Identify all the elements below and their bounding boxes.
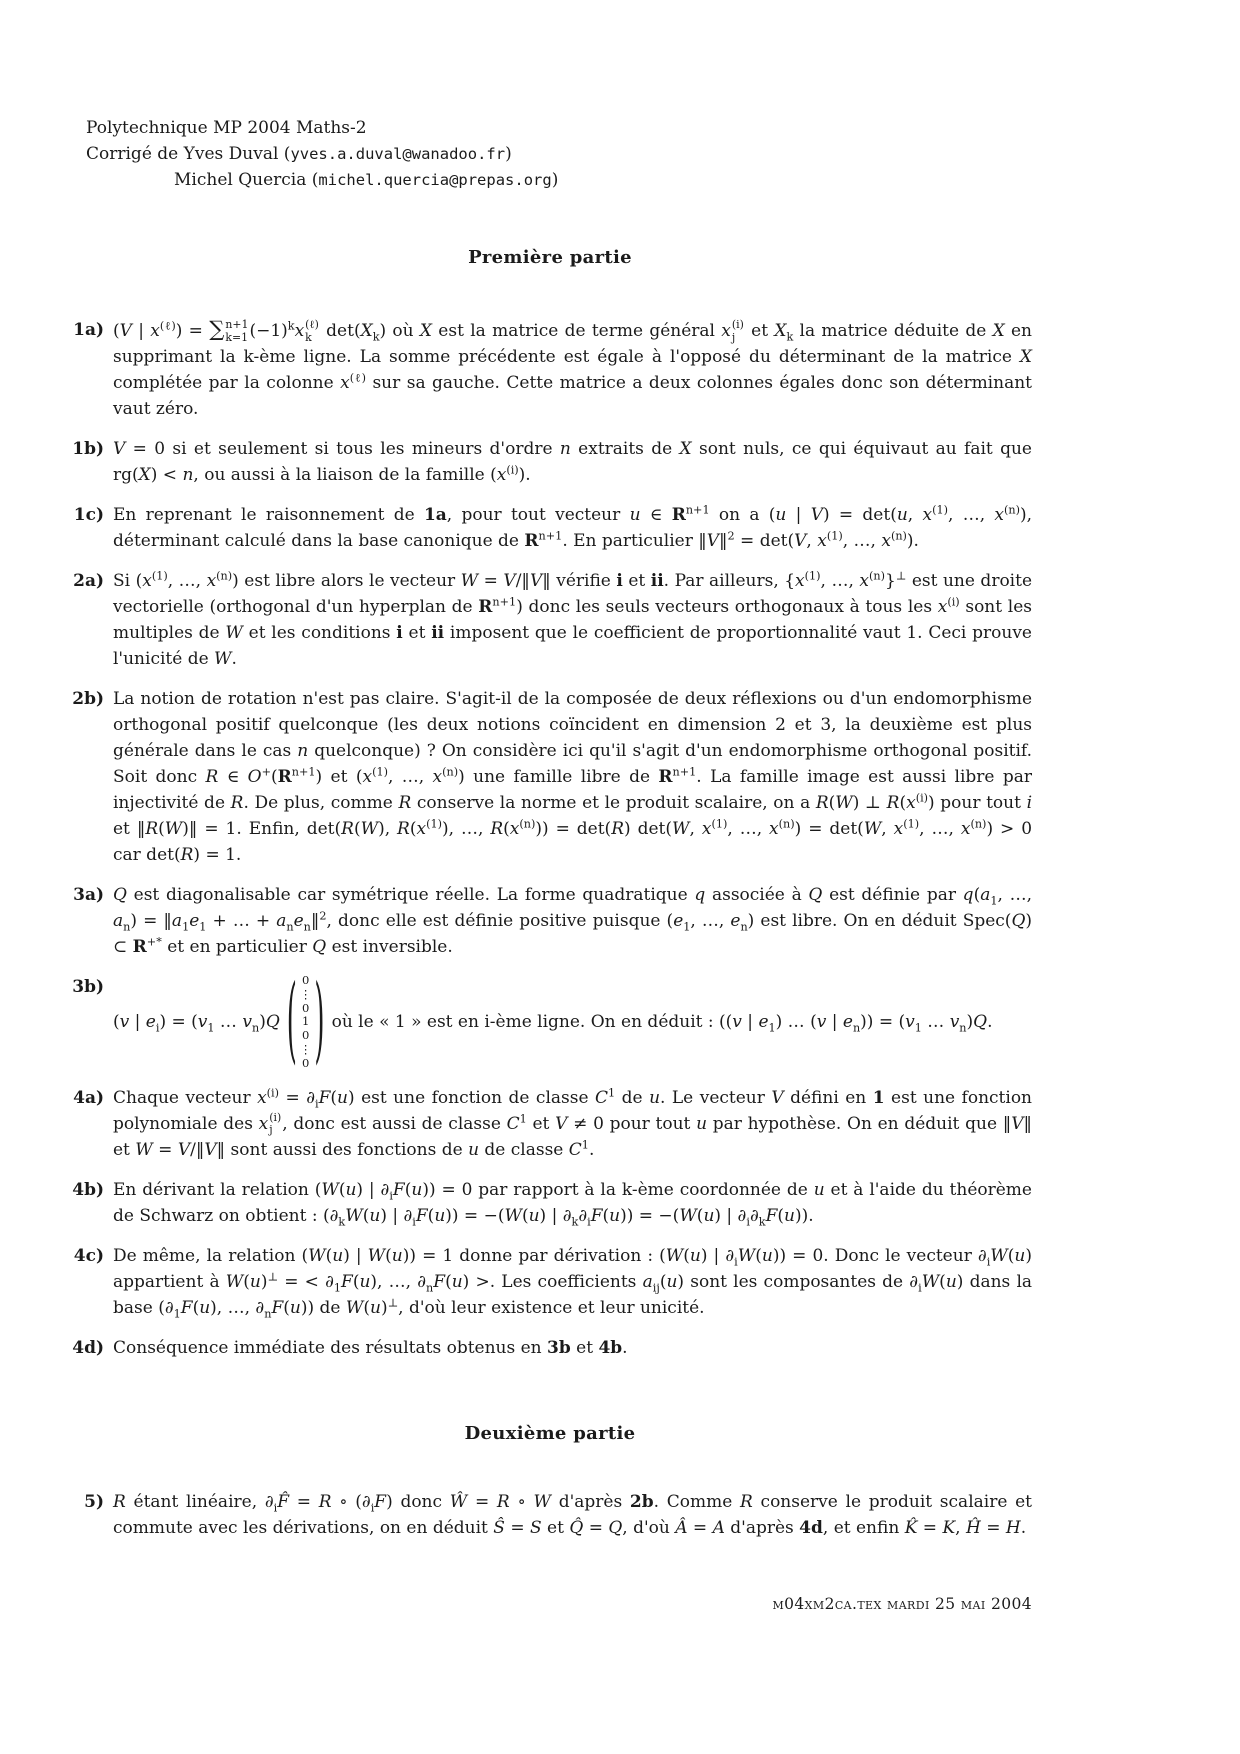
item-1c-label: 1c) (73, 505, 104, 525)
item-4c-text: De même, la relation (W(u) | W(u)) = 1 donne par dérivation : (W(u) | $\partial_iW(u)) = 0$. Donc le vecteur $\partial_iW(u)$ appartient à W(u)⊥ = < $\partial_1F(u)$, …, $\partial_nF(u)$ >. Les coefficients $a_{ij}(u)$ sont les composantes de $\partial_iW(u)$ dans la base ($\partial_1F(u)$, …, $\partial_nF(u)$) de W(u)⊥, d'où leur existence et leur unicité. (113, 1245, 1033, 1320)
footer-note: m04xm2ca.tex mardi 25 mai 2004 (772, 1594, 1032, 1613)
item-1a-text: (V | $x^{(\ell)}$) = ∑ n+1 k=1 $(-1)^kx$ (ℓ) k $\det(X_k)$ où X est la matrice de terme général x (i) j et $X_k$ la matrice déduite de X en supprimant la k-ème ligne. La somme précédente est égale à l'opposé du déterminant de la matrice X complétée par la colonne $x^{(\ell)}$ sur sa gauche. Cette matrice a deux colonnes égales donc son déterminant vaut zéro. (113, 317, 1032, 419)
item-3b-label: 3b) (72, 977, 104, 997)
item-4d (68, 1335, 1032, 1361)
item-3b (68, 968, 1032, 1077)
vector-entry: 1 (302, 1014, 310, 1029)
item-5-label: 5) (84, 1491, 104, 1512)
item-4c-label: 4c) (73, 1245, 104, 1266)
author-1-email: yves.a.duval@wanadoo.fr (290, 145, 506, 163)
item-4a-text: Chaque vecteur $x^{(i)} = \partial_iF(u)$ est une fonction de classe $C^1$ de u. Le vecteur V défini en 1 est une fonction polynomiale des x (i) j , donc est aussi de classe $C^1$ et V ≠ 0 pour tout u par hypothèse. On en déduit que ‖V‖ et W = V/‖V‖ sont aussi des fonctions de u de classe $C^1$. (113, 1085, 1032, 1160)
item-1a (68, 317, 1032, 422)
item-2b (68, 686, 1032, 868)
part2-title: Deuxième partie (464, 1422, 636, 1444)
item-2a (68, 568, 1032, 672)
item-2b-text: La notion de rotation n'est pas claire. S'agit-il de la composée de deux réflexions ou d'un endomorphisme orthogonal positif quelconque (les deux notions coïncident en dimension 2 et 3, la deuxième est plus générale dans le cas n quelconque) ? On considère ici qu'il s'agit d'un endomorphisme orthogonal positif. Soit donc R ∈ $O^+(R^{n+1})$ et ($x^{(1)}$, …, $x^{(n)}$) une famille libre de $R^{n+1}$. La famille image est aussi libre par injectivité de R. De plus, comme R conserve la norme et le produit scalaire, on a R(W) ⊥ $R(x^{(i)})$ pour tout i et ‖R(W)‖ = 1. Enfin, det(R(W), $R(x^{(1)})$, …, $R(x^{(n)})) = \det(R)$ det(W, $x^{(1)}$, …, $x^{(n)}) = \det(W$, $x^{(1)}$, …, $x^{(n)}) > 0$ car det(R) = 1. (113, 689, 1033, 865)
vector-entry: 0 (302, 973, 310, 987)
author-1-suffix: ) (505, 144, 512, 164)
author-line-1 (86, 141, 1032, 167)
vector-paren-left: ( (286, 968, 297, 1077)
vector-entry: 0 (302, 1028, 310, 1043)
part1-title: Première partie (468, 247, 632, 268)
item-2a-label: 2a) (73, 571, 104, 591)
item-4b (68, 1177, 1032, 1229)
item-3a-text: Q est diagonalisable car symétrique réelle. La forme quadratique q associée à Q est définie par $q(a_1$, …, $a_n$) = $‖a_1e_1$ + … + $a_ne_n‖^2$, donc elle est définie positive puisque ($e_1$, …, $e_n$) est libre. On en déduit Spec(Q) ⊂ R+* et en particulier Q est inversible. (113, 885, 1033, 957)
item-4a (68, 1085, 1032, 1163)
item-5-text: R étant linéaire, $\partial_iF̂ = R$ ∘ $(\partial_iF)$ donc Ŵ = R ∘ W d'après 2b. Comme R conserve le produit scalaire et commute avec les dérivations, on en déduit Ŝ = S et Q̂ = Q, d'où Â = A d'après 4d, et enfin K̂ = K, Ĥ = H. (113, 1491, 1032, 1538)
vector-entry: ⋮ (299, 1041, 312, 1056)
item-4d-text: Conséquence immédiate des résultats obtenus en 3b et 4b. (113, 1337, 628, 1358)
item-4b-label: 4b) (72, 1179, 104, 1200)
item-5 (68, 1489, 1032, 1541)
document-title: Polytechnique MP 2004 Maths-2 (86, 118, 367, 138)
item-2b-label: 2b) (72, 689, 104, 709)
item-2a-text: Si ($x^{(1)}$, …, $x^{(n)}$) est libre alors le vecteur W = V/‖V‖ vérifie i et ii. Par ailleurs, {$x^{(1)}$, …, $x^{(n)}\}^\perp$ est une droite vectorielle (orthogonal d'un hyperplan de $R^{n+1}$) donc les seuls vecteurs orthogonaux à tous les $x^{(i)}$ sont les multiples de W et les conditions i et ii imposent que le coefficient de proportionnalité vaut 1. Ceci prouve l'unicité de W. (113, 569, 1033, 669)
author-2-email: michel.quercia@prepas.org (318, 171, 552, 189)
item-1b-label: 1b) (72, 439, 104, 459)
item-3b-text (113, 968, 1032, 1077)
item-4d-label: 4d) (72, 1337, 104, 1358)
author-line-2 (174, 167, 1032, 193)
author-2-suffix: ) (551, 170, 559, 190)
item-1c (68, 502, 1032, 554)
vector-entry: ⋮ (299, 986, 312, 1001)
vector-paren-right: ) (314, 968, 325, 1077)
document-header (86, 115, 1032, 193)
vector-entries (297, 974, 315, 1071)
author-2-prefix: Michel Quercia ( (174, 170, 319, 190)
vector-entry: 0 (302, 1000, 310, 1015)
vector-entry: 0 (302, 1055, 310, 1070)
item-4a-label: 4a) (73, 1087, 104, 1108)
item-3b-formula-right: où le « 1 » est en i-ème ligne. On en déduit : ((v | $e_1$) … (v | $e_n)) = (v_1$ … $v_n)Q$. (331, 1012, 993, 1035)
author-1-prefix: Corrigé de Yves Duval ( (86, 144, 291, 164)
item-4c (68, 1243, 1032, 1321)
item-1b-text: V = 0 si et seulement si tous les mineurs d'ordre n extraits de X sont nuls, ce qui équivaut au fait que rg(X) < n, ou aussi à la liaison de la famille $(x^{(i)})$. (113, 439, 1032, 485)
item-1a-label: 1a) (73, 320, 104, 340)
item-1c-text: En reprenant le raisonnement de 1a, pour tout vecteur u ∈ $R^{n+1}$ on a (u | V) = det(u, $x^{(1)}$, …, $x^{(n)}$), déterminant calculé dans la base canonique de $R^{n+1}$. En particulier ‖V‖$^2$ = det(V, $x^{(1)}$, …, $x^{(n)}$). (113, 503, 1033, 551)
item-3a-label: 3a) (73, 885, 104, 905)
item-3a (68, 882, 1032, 960)
item-4b-text: En dérivant la relation (W(u) | $\partial_iF(u)) = 0$ par rapport à la k-ème coordonnée de u et à l'aide du théorème de Schwarz on obtient : ($\partial_kW(u)$ | $\partial_iF(u)) = -(W(u)$ | $\partial_k\partial_iF(u)) = -(W(u)$ | $\partial_i\partial_kF(u)$). (113, 1179, 1032, 1228)
item-1b (68, 436, 1032, 488)
column-vector (286, 968, 325, 1077)
item-3b-formula-left: (v | $e_i) = (v_1$ … $v_n)Q$ (113, 1012, 280, 1035)
